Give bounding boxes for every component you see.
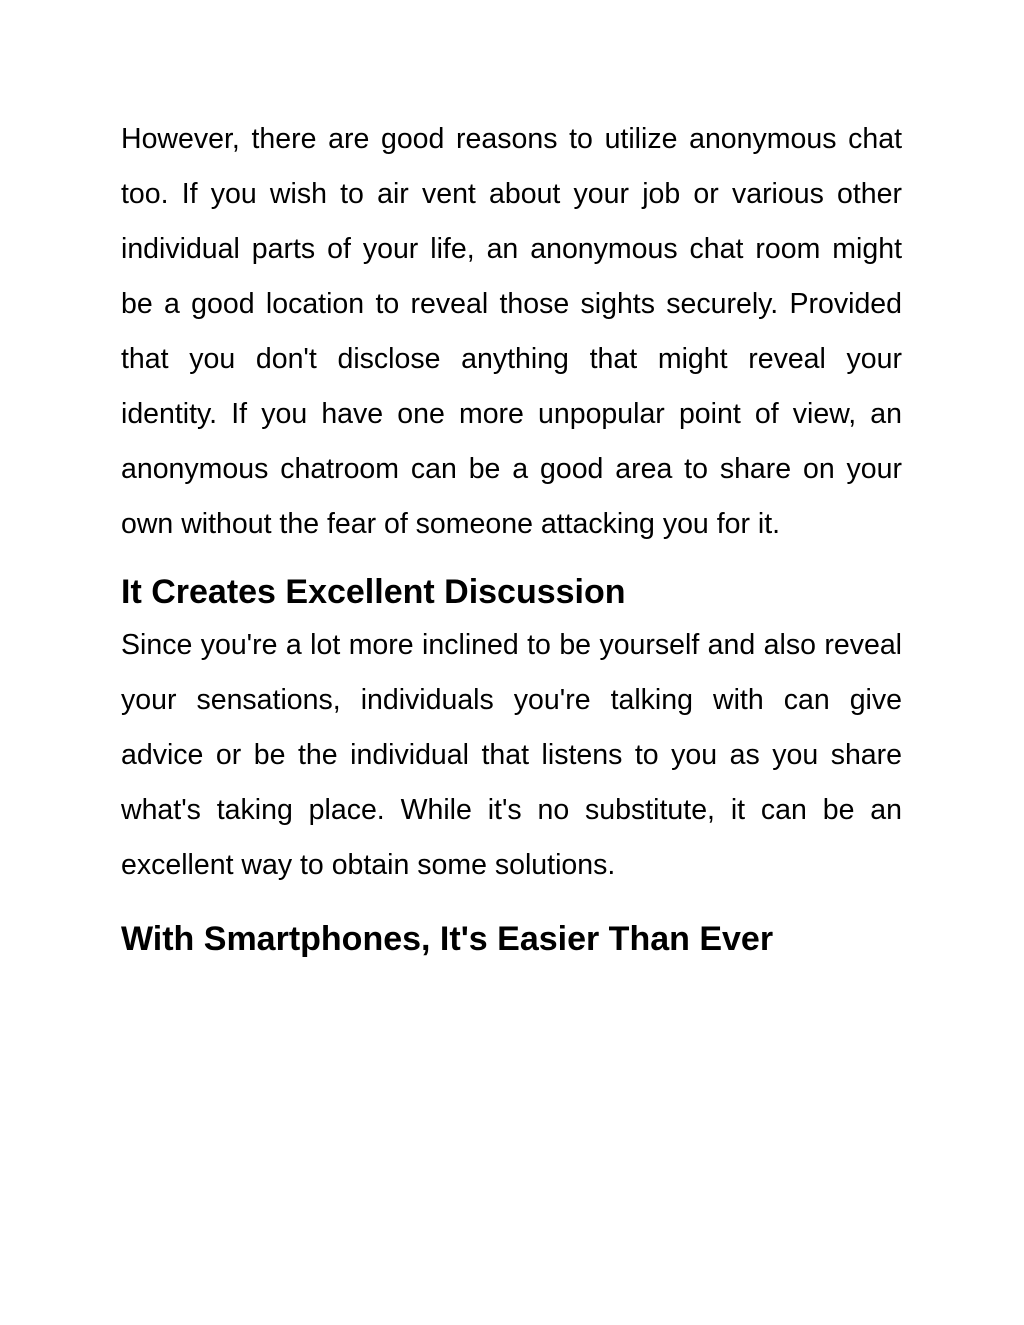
document-page xyxy=(121,112,902,959)
body-paragraph: However, there are good reasons to utilize anonymous chat too. If you wish to air vent about your job or various other individual parts of your life, an anonymous chat room might be a good location to reveal those sights securely. Provided that you don't disclose anything that might reveal your identity. If you have one more unpopular point of view, an anonymous chatroom can be a good area to share on your own without the fear of someone attacking you for it. xyxy=(121,123,902,540)
section-heading: With Smartphones, It's Easier Than Ever xyxy=(121,920,774,958)
section-heading: It Creates Excellent Discussion xyxy=(121,573,626,611)
body-paragraph: Since you're a lot more inclined to be yourself and also reveal your sensations, individuals you're talking with can give advice or be the individual that listens to you as you share what's taking place. While it's no substitute, it can be an excellent way to obtain some solutions. xyxy=(121,629,902,881)
